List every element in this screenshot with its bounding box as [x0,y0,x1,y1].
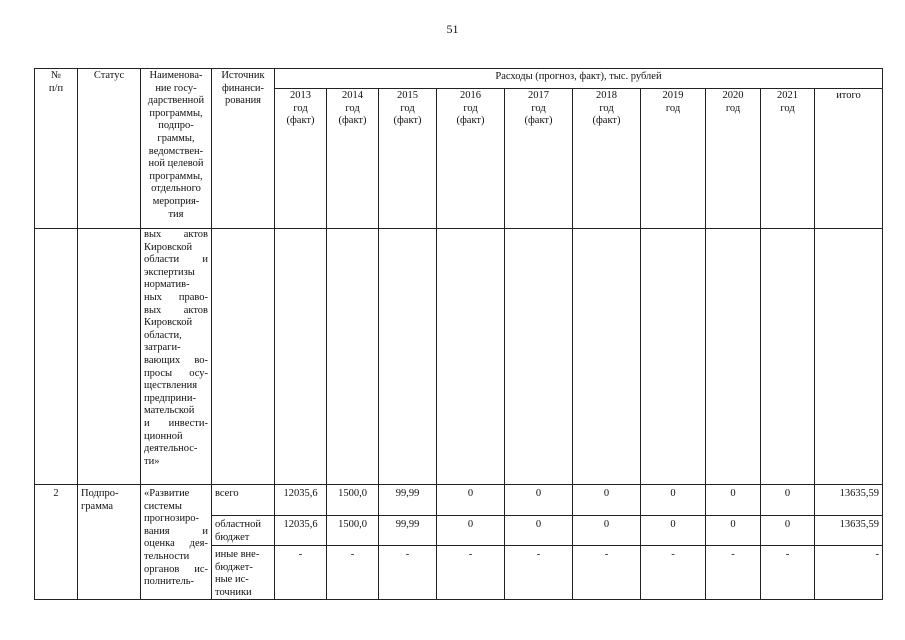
row2-name [141,485,212,600]
header-year-line: год [725,102,741,114]
row2-value-cell: 0 [641,485,706,516]
header-year-7 [706,89,761,229]
continuation-line: области, [144,329,182,341]
row2-value-cell: 0 [706,516,761,546]
row2-value-cell: - [706,546,761,600]
header-year-line: (факт) [456,115,485,127]
header-year-line: итого [836,90,861,101]
continuation-line: Кировской [144,317,193,329]
row2-source-label-line: иные вне- [215,549,260,560]
row2-value-cell: - [815,546,883,600]
row2-name-line: вания и [144,525,208,537]
row2-value-cell: 12035,6 [275,485,327,516]
row2-num: 2 [35,485,78,600]
continuation-row [35,229,883,485]
continuation-line: и инвести- [144,417,208,429]
row2-name-line: системы [144,500,182,512]
header-name-line: дарственной [147,95,205,107]
continuation-line: просы осу- [144,367,208,379]
row2-value-cell: 0 [761,516,815,546]
header-year-line: год [293,102,308,114]
continuation-line: мательской [144,405,195,417]
header-year-line: год [531,102,546,114]
header-year-2 [379,89,437,229]
header-name-line: ние госу- [155,82,197,94]
continuation-line: предприни- [144,392,196,404]
row2-name-line: тельности [144,550,190,562]
row2-value-cell: - [573,546,641,600]
header-year-3 [437,89,505,229]
row2-value-cell: 0 [505,516,573,546]
header-name-line: Наименова- [149,70,203,81]
header-year-line: (факт) [286,115,315,127]
row2-name-line: оценка дея- [144,538,208,550]
header-name-line: граммы, [157,132,195,144]
cont-source-cell [212,229,275,485]
page-number: 51 [446,22,459,36]
row2-source-label-line: областной [215,519,261,530]
header-name-line: программы, [149,107,203,119]
cont-empty [573,229,641,485]
header-expenses: Расходы (прогноз, факт), тыс. рублей [275,69,883,89]
continuation-line: вых актов [144,304,208,316]
row2-value-cell: 0 [706,485,761,516]
row2-source-label-line: всего [215,488,239,499]
continuation-line: ти» [144,455,160,467]
header-year-line: год [780,102,795,114]
row2-value-cell: - [379,546,437,600]
budget-table [34,68,883,600]
header-year-4 [505,89,573,229]
row2-source-label [212,516,275,546]
row2-name-line: полнитель- [144,576,194,588]
cont-empty [815,229,883,485]
row2-value-cell: 13635,59 [815,516,883,546]
header-name [141,69,212,229]
cont-empty [505,229,573,485]
row2-status-line: Подпро- [81,488,119,499]
header-year-5 [573,89,641,229]
row2-value-cell: 13635,59 [815,485,883,516]
cont-empty [327,229,379,485]
continuation-line: Кировской [144,241,193,253]
header-year-line: год [400,102,415,114]
row2-name-line: «Развитие [144,488,190,499]
header-name-line: подпро- [158,120,194,132]
header-year-line: 2016 [460,90,481,101]
header-year-line: (факт) [592,115,621,127]
row2-value-cell: 0 [437,516,505,546]
header-year-line: 2021 [777,90,798,101]
row2-value-cell: 0 [573,485,641,516]
header-source-line: Источник [221,70,265,81]
header-year-line: 2020 [722,90,744,101]
cont-empty [641,229,706,485]
header-source [212,69,275,229]
header-name-line: ведомствен- [148,145,204,157]
row2-value-cell: 0 [437,485,505,516]
row2-source-label-line: бюджет [215,531,250,543]
header-name-line: тия [168,208,184,220]
header-name-line: отдельного [151,183,201,195]
header-year-9 [815,89,883,229]
cont-empty [437,229,505,485]
cont-empty [706,229,761,485]
continuation-line: ных право- [144,291,208,303]
row2-value-cell: 0 [761,485,815,516]
header-num-line: п/п [48,82,64,94]
header-year-6 [641,89,706,229]
row2-source-label-line: ные ис- [215,574,249,586]
row2-source-label-line: точники [215,586,252,598]
header-year-line: год [345,102,360,114]
row2-name-line: прогнозиро- [144,513,200,525]
row2-status [78,485,141,600]
row2-source-vsego [35,485,883,516]
continuation-line: экспертизы [144,266,195,278]
header-name-line: мероприя- [152,195,200,207]
header-year-line: год [463,102,478,114]
cont-empty [379,229,437,485]
header-name-line: программы, [149,170,203,182]
header-year-line: год [665,102,681,114]
cont-num-cell [35,229,78,485]
cont-status-cell [78,229,141,485]
continuation-line: вающих во- [144,354,208,366]
header-year-line: 2018 [596,90,617,101]
row2-value-cell: 99,99 [379,516,437,546]
row2-value-cell: - [761,546,815,600]
row2-status-line: грамма [81,500,114,512]
header-year-line: 2013 [290,90,311,101]
row2-source-label-line: бюджет- [215,561,253,573]
row2-value-cell: 1500,0 [327,516,379,546]
row2-value-cell: 0 [573,516,641,546]
row2-value-cell: 12035,6 [275,516,327,546]
header-name-line: ной целевой [148,158,204,170]
header-status: Статус [78,69,141,229]
header-year-line: год [599,102,614,114]
continuation-line: деятельнос- [144,443,198,455]
continuation-text [141,229,212,485]
header-year-8 [761,89,815,229]
row2-value-cell: 0 [641,516,706,546]
header-row-1 [35,69,883,89]
header-num-line: № [50,70,62,81]
row2-value-cell: - [327,546,379,600]
header-year-line: 2019 [662,90,684,101]
row2-name-line: органов ис- [144,563,208,575]
header-year-0 [275,89,327,229]
header-year-line: 2017 [528,90,549,101]
row2-value-cell: 1500,0 [327,485,379,516]
header-year-line: (факт) [524,115,553,127]
header-year-line: (факт) [393,115,422,127]
cont-empty [275,229,327,485]
row2-source-label [212,485,275,516]
header-year-line: 2014 [342,90,363,101]
continuation-line: затраги- [144,342,181,354]
row2-value-cell: - [275,546,327,600]
continuation-line: области и [144,254,208,266]
row2-value-cell: - [437,546,505,600]
continuation-line: вых актов [144,229,208,240]
continuation-line: норматив- [144,279,190,291]
header-year-line: (факт) [338,115,367,127]
header-num [35,69,78,229]
header-source-line: финанси- [221,82,265,94]
continuation-line: ционной [144,430,183,442]
row2-value-cell: - [641,546,706,600]
header-year-1 [327,89,379,229]
header-year-line: 2015 [397,90,418,101]
cont-empty [761,229,815,485]
header-source-line: рования [224,95,262,107]
row2-value-cell: - [505,546,573,600]
row2-source-label [212,546,275,600]
row2-value-cell: 99,99 [379,485,437,516]
row2-value-cell: 0 [505,485,573,516]
continuation-line: ществления [144,380,198,392]
